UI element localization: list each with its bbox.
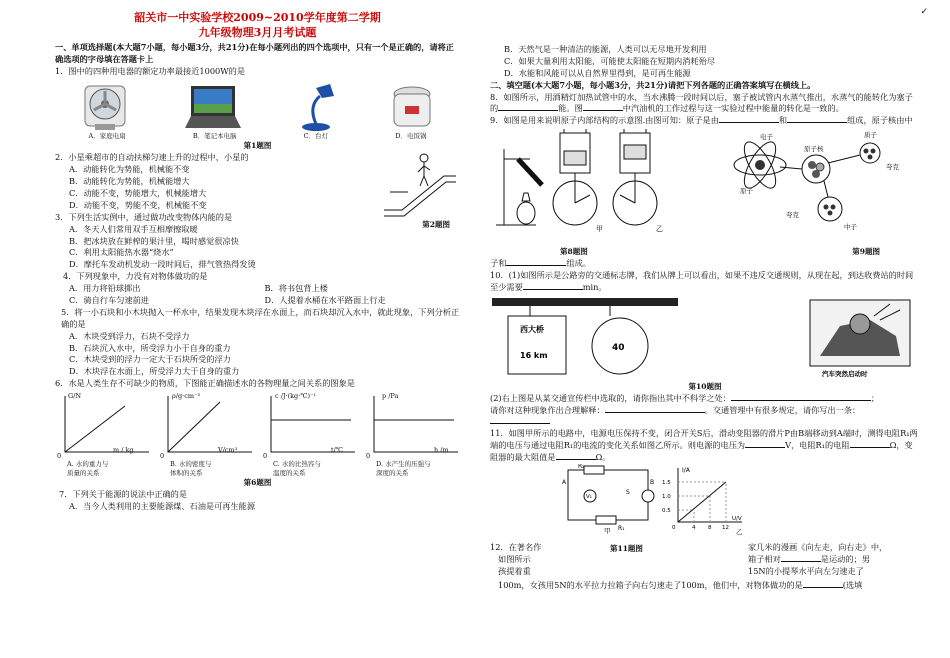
svg-text:12: 12 (722, 525, 729, 531)
svg-text:U/V: U/V (732, 516, 742, 522)
caption-c: C．台灯 (303, 132, 329, 140)
label-neutron: 中子 (844, 223, 857, 232)
figure-9-atom-diagram (720, 129, 920, 239)
svg-text:A: A (562, 479, 567, 486)
sign-bridge-name: 西大桥 (520, 324, 544, 334)
label-atom: 原子 (740, 187, 753, 196)
question-10: 10．(1)如图所示是公路旁的交通标志牌，我们从牌上可以看出，如果不违反交通规则，从现在起，到达收费站的时间至少需要 min。 (490, 270, 914, 292)
q9-blank-3 (506, 258, 566, 266)
q3-option-d: D．摩托车发动机发动一段时间后，排气管热得发烫 (69, 259, 256, 270)
figure-11-row (560, 464, 920, 542)
question-3: 3．下列生活实例中，通过做功改变物体内能的是 (55, 211, 233, 222)
desk-lamp-image (296, 82, 338, 132)
q7-option-a: A．当今人类利用的主要能源煤、石油是可再生能源 (69, 500, 256, 511)
q7-option-b: B．天然气是一种清洁的能源，人类可以无尽地开发利用 (504, 44, 707, 54)
exam-subtitle: 九年级物理3月月考试题 (198, 26, 317, 40)
q10-blank-2 (731, 393, 871, 401)
question-9-continued: 子和 组成。 (490, 258, 591, 269)
svg-text:P (594, 464, 598, 465)
svg-text:I/A: I/A (682, 467, 690, 474)
check-mark: ✓ (920, 7, 928, 17)
question-7: 7．下列关于能源的说法中正确的是 (59, 488, 188, 499)
figure-10-row (490, 296, 920, 380)
q5-option-a: A．木块受到浮力，石块不受浮力 (69, 330, 190, 341)
q5-option-c: C．木块受到的浮力一定大于石块所受的浮力 (69, 354, 231, 365)
q11-blank-1 (745, 440, 785, 448)
figure-8-label-yi: 乙 (656, 225, 663, 234)
question-8: 8．如图所示，用酒精灯加热试管中的水，当水沸腾一段时间以后，塞子被试管内水蒸气推出，水蒸气的能转化为塞子的 能。图 中汽油机的工作过程与这一实验过程中能量的转化是一致的。 (490, 91, 913, 114)
q3-option-c: C．利用太阳能热水器“烧水” (69, 247, 174, 258)
question-10-part-3: 请你对这种现象作出合理解释： 。交通管理中有很多规定，请你写出一条： (490, 405, 920, 429)
caption-b: B．笔记本电脑 (192, 132, 237, 140)
current-voltage-graph (660, 464, 746, 536)
question-2: 2．小星乘超市的自动扶梯匀速上升的过程中，小星的 (55, 152, 249, 163)
q4-options-row-2 (55, 295, 460, 307)
q3-option-b: B．把冰块放在鲜榨的果汁里，喝时感觉很凉快 (69, 235, 239, 246)
figure-10-title: 第10题图 (688, 381, 722, 391)
question-12-line3b: 15N的小提琴水平向左匀速走了 (748, 566, 864, 576)
graph-b: ρ/g·cm⁻³ V/cm³ 0 B. 水的密度与 体积的关系 (158, 392, 254, 478)
electric-fan-image (81, 82, 129, 132)
section-1-heading: 一、单项选择题(本大题7小题，每小题3分，共21分)在每小题列出的四个选项中，只有一个是正确的，请将正确选项的字母填在答题卡上 (55, 42, 454, 65)
car-start-cartoon (800, 296, 920, 380)
graph-d: p /Pa h /m 0 D. 水产生的压强与 深度的关系 (364, 392, 460, 478)
figure-8-9-row (490, 129, 920, 247)
question-12-head: 12．在著名作 (490, 542, 542, 552)
question-4: 4．下列现象中，力没有对物体做功的是 (63, 271, 208, 282)
figure-2-title: 第2题图 (422, 220, 450, 230)
q10-blank-3 (605, 405, 705, 413)
q4-option-d: D．人提着水桶在水平路面上行走 (264, 294, 386, 305)
q8-blank-1 (498, 103, 558, 111)
q5-option-b: B．石块沉入水中，所受浮力小于自身的重力 (69, 342, 231, 353)
figure-8-title: 第8题图 (560, 247, 588, 257)
question-10-part-2: (2)右上图是从某交通宣传栏中选取的，请你指出其中不科学之处： ； (490, 392, 880, 403)
q10-blank-1 (523, 282, 583, 290)
figure-11-label-yi: 乙 (736, 528, 743, 536)
q5-option-d: D．木块浮在水面上，所受浮力大于自身的重力 (69, 366, 240, 377)
caption-a: A．家庭电扇 (88, 132, 126, 140)
escalator-figure (380, 152, 460, 218)
label-electron: 电子 (760, 133, 773, 142)
traffic-sign-figure (490, 296, 680, 380)
section-2-heading: 二、填空题(本大题7小题，每小题3分，共21分)请把下列各题的正确答案填写在横线上。 (490, 79, 816, 90)
q2-option-b: B．动能转化为势能，机械能增大 (69, 176, 190, 187)
q4-option-b: B．将书包背上楼 (264, 283, 328, 294)
exam-title: 韶关市一中实验学校2009~2010学年度第二学期 (134, 11, 381, 24)
figure-1-captions (55, 132, 460, 141)
question-12-line2a: 如图所示 (498, 554, 531, 564)
svg-text:R₂: R₂ (578, 464, 585, 470)
circuit-diagram (560, 464, 660, 534)
question-12-line4: 100m，女孩用5N的水平拉力拉箱子向右匀速走了100m，他们中，对物体做功的是 (选填 (498, 580, 863, 590)
q7-option-c: C．如果大量利用太阳能，可能使太阳能在短期内消耗殆尽 (504, 55, 715, 66)
label-quark-2: 夸克 (786, 211, 799, 220)
q2-option-a: A．动能转化为势能，机械能不变 (69, 164, 190, 175)
svg-text:V₁: V₁ (586, 494, 592, 500)
sign-speed-limit: 40 (612, 342, 625, 353)
caption-d: D．电饭锅 (395, 132, 427, 140)
q2-option-d: D．动能不变，势能不变，机械能不变 (69, 199, 207, 210)
question-12-line2: 箱子相对 是运动的；男 (748, 554, 870, 564)
figure-1-title: 第1题图 (243, 141, 272, 151)
svg-text:B: B (650, 479, 655, 486)
q12-blank-2 (803, 580, 843, 588)
figure-11-label-jia: 甲 (604, 527, 611, 534)
car-caption: 汽车突然启动时 (822, 369, 868, 378)
laptop-image (181, 84, 245, 132)
q8-blank-2 (583, 103, 623, 111)
figure-11-title: 第11题图 (610, 544, 643, 553)
q3-option-a: A．冬天人们常用双手互相摩擦取暖 (69, 223, 198, 234)
figure-6-title: 第6题图 (243, 478, 272, 488)
svg-text:8: 8 (708, 525, 712, 531)
q9-blank-1 (719, 115, 779, 123)
svg-text:R₁: R₁ (618, 525, 625, 532)
question-12-tail: 家几米的漫画《向左走，向右走》中， (748, 542, 888, 552)
svg-text:S: S (626, 489, 630, 496)
question-1: 1．图中的四种用电器的额定功率最接近1000W的是 (55, 66, 246, 77)
q11-blank-2 (850, 440, 890, 448)
question-9: 9．如图是用来说明原子内部结构的示意图.由图可知：原子是由 和 组成，原子核由中 (490, 115, 913, 126)
figure-8-apparatus (490, 129, 700, 233)
question-12-block (490, 542, 920, 604)
graph-a: G/N m / kg 0 A. 水的重力与 质量的关系 (55, 392, 151, 478)
q7-option-d: D．水能和风能可以从自然界里得到，是可再生能源 (504, 67, 691, 78)
sign-distance: 16 km (520, 350, 548, 360)
label-nucleus: 原子核 (804, 145, 824, 154)
rice-cooker-image (390, 82, 434, 132)
svg-text:4: 4 (692, 525, 696, 531)
graph-c: c /J·(kg·℃)⁻¹ t/℃ 0 C. 水的比热容与 温度的关系 (261, 392, 357, 478)
q4-option-a: A．用力将铅球掷出 (69, 283, 141, 294)
question-5: 5．将一小石块和小木块抛入一杯水中，结果发现木块浮在水面上，而石块却沉入水中，就此现象，下列分析正确的是 (61, 306, 460, 329)
figure-8-9-titles (490, 247, 920, 258)
question-12-line3a: 孩提着重 (498, 566, 531, 576)
svg-text:0: 0 (672, 525, 676, 531)
svg-text:1.0: 1.0 (662, 494, 671, 500)
q11-blank-3 (556, 452, 596, 460)
question-11: 11．如图甲所示的电路中，电源电压保持不变，闭合开关S后，滑动变阻器的滑片P由B端移动到A端时，测得电阻R₁两端的电压与通过电阻R₁的电流的变化关系如图乙所示。则电源的电压为 V，电阻R₁的电阻 Ω，变阻器的最大阻值是 Ω。 (490, 428, 918, 463)
q12-blank-1 (781, 554, 821, 562)
label-proton: 质子 (864, 131, 877, 140)
label-quark: 夸克 (886, 163, 899, 172)
figure-8-label-jia: 甲 (596, 225, 603, 234)
svg-text:1.5: 1.5 (662, 480, 671, 486)
q4-option-c: C．骑自行车匀速前进 (69, 294, 149, 305)
figure-9-title: 第9题图 (852, 247, 880, 257)
q2-option-c: C．动能不变，势能增大，机械能增大 (69, 187, 207, 198)
svg-text:0.5: 0.5 (662, 508, 671, 514)
figure-1-images (55, 80, 460, 132)
figure-6-graphs (55, 392, 460, 478)
question-6: 6．水是人类生存不可缺少的物质，下图能正确描述水的各物理量之间关系的图象是 (55, 378, 355, 389)
right-column (490, 44, 920, 604)
q9-blank-2 (787, 115, 847, 123)
left-column (55, 10, 460, 513)
q10-blank-4 (490, 416, 550, 424)
q4-options-row-1 (55, 283, 460, 295)
